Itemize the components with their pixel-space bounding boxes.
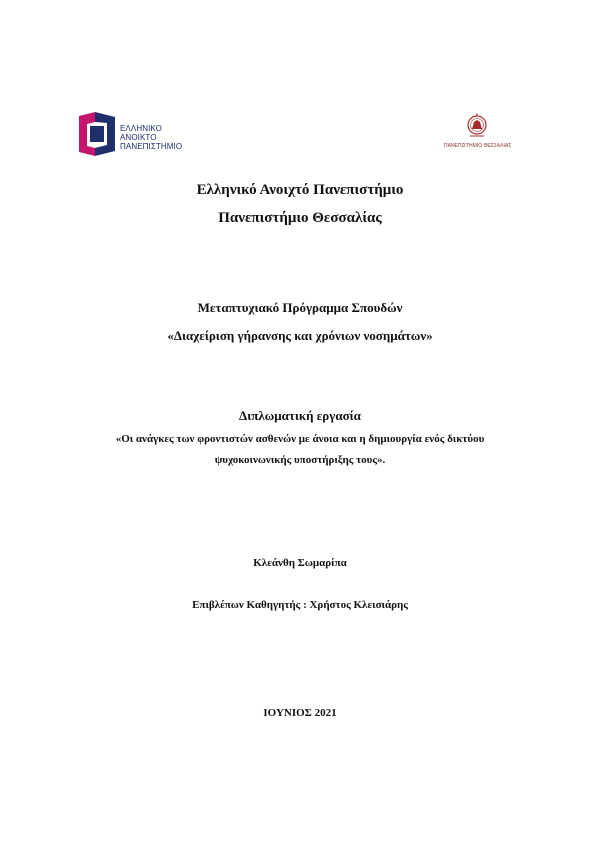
institution-name-1: Ελληνικό Ανοιχτό Πανεπιστήμιο [196, 182, 404, 198]
hou-logo-text [120, 124, 182, 151]
hou-logo-line-2: ΑΝΟΙΚΤΟ [120, 133, 157, 142]
hou-logo-line-1: ΕΛΛΗΝΙΚΟ [120, 124, 162, 133]
author-name: Κλεάνθη Σωμαρίπα [253, 557, 347, 569]
thesis-type: Διπλωματική εργασία [239, 408, 361, 423]
program-subtitle: «Διαχείριση γήρανσης και χρόνιων νοσημάτων» [167, 328, 433, 343]
thesis-title-line-2: ψυχοκοινωνικής υποστήριξης τους». [214, 454, 386, 466]
thessaly-logo-caption: ΠΑΝΕΠΙΣΤΗΜΙΟ ΘΕΣΣΑΛΙΑΣ [444, 143, 512, 149]
program-title: Μεταπτυχιακό Πρόγραμμα Σπουδών [197, 300, 403, 315]
hellenic-open-university-logo [79, 112, 199, 156]
hou-logo-line-3: ΠΑΝΕΠΙΣΤΗΜΙΟ [120, 142, 183, 151]
thesis-title-line-1: «Οι ανάγκες των φροντιστών ασθενών με άνοια και η δημιουργία ενός δικτύου [115, 433, 485, 445]
hou-emblem-icon [79, 112, 119, 156]
institution-name-2: Πανεπιστήμιο Θεσσαλίας [218, 210, 382, 226]
supervisor-line: Επιβλέπων Καθηγητής : Χρήστος Κλεισιάρης [192, 599, 408, 611]
university-of-thessaly-logo [444, 112, 510, 156]
thessaly-emblem-icon [466, 112, 488, 140]
submission-date: ΙΟΥΝΙΟΣ 2021 [263, 707, 337, 719]
